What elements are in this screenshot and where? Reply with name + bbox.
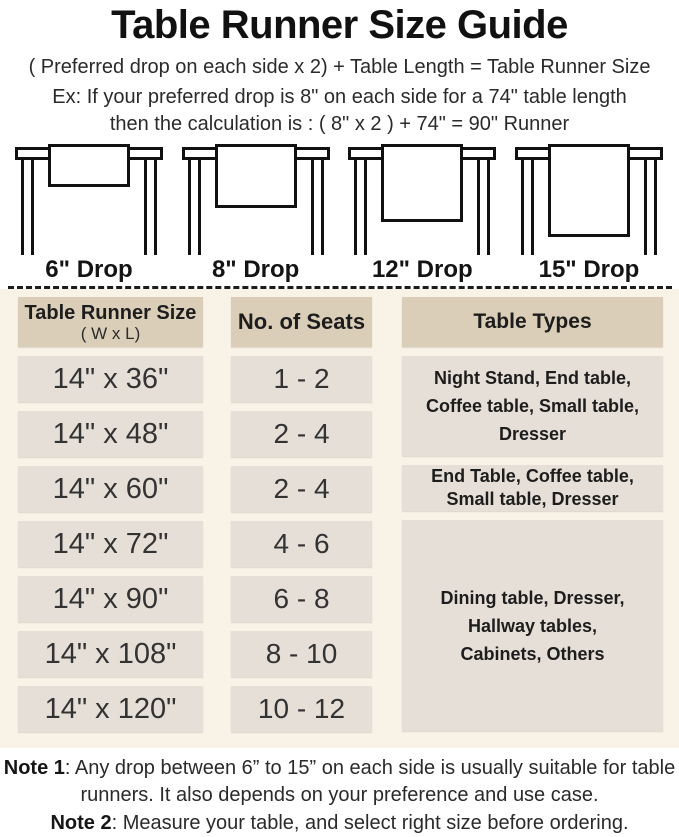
column-table-types (402, 297, 663, 731)
table-illustration (180, 142, 332, 256)
size-cell: 14" x 36" (18, 356, 203, 402)
table-illustration (513, 142, 665, 256)
table-types-cell-large: Dining table, Dresser, Hallway tables, Cabinets, Others (402, 520, 663, 731)
header (0, 0, 679, 137)
size-cell: 14" x 108" (18, 631, 203, 677)
note-2-text: : Measure your table, and select right size before ordering. (111, 812, 629, 834)
note-1-label: Note 1 (3, 757, 65, 779)
size-cell: 14" x 90" (18, 576, 203, 622)
seats-cell: 1 - 2 (231, 356, 372, 402)
column-header-seats: No. of Seats (231, 297, 372, 347)
column-header-size-title: Table Runner Size (24, 301, 197, 324)
runner-drape (216, 146, 295, 207)
drop-figure-12 (346, 142, 498, 283)
drop-figure-6 (13, 142, 165, 283)
runner-drape (383, 146, 462, 221)
drop-label: 15" Drop (538, 256, 640, 283)
note-2 (0, 810, 679, 837)
runner-drape (549, 146, 628, 236)
drop-figures-row (0, 138, 679, 283)
seats-cell: 4 - 6 (231, 521, 372, 567)
table-types-cell-medium: End Table, Coffee table, Small table, Dresser (402, 465, 663, 511)
example-line-1: Ex: If your preferred drop is 8" on each side for a 74" table length (52, 86, 627, 108)
note-2-label: Note 2 (50, 812, 112, 834)
drop-label: 12" Drop (371, 256, 473, 283)
table-illustration (346, 142, 498, 256)
note-1 (0, 755, 679, 809)
column-header-types: Table Types (402, 297, 663, 347)
drop-label: 8" Drop (211, 256, 300, 283)
size-cell: 14" x 60" (18, 466, 203, 512)
seats-cell: 8 - 10 (231, 631, 372, 677)
page-title: Table Runner Size Guide (111, 3, 568, 47)
column-header-size-subtitle: ( W x L) (80, 323, 141, 343)
seats-cell: 2 - 4 (231, 411, 372, 457)
table-illustration (13, 142, 165, 256)
example-line-2: then the calculation is : ( 8" x 2 ) + 74" = 90" Runner (109, 113, 570, 135)
size-cell: 14" x 120" (18, 686, 203, 732)
drop-figure-15 (513, 142, 665, 283)
size-guide-table (0, 289, 679, 748)
seats-cell: 2 - 4 (231, 466, 372, 512)
column-header-size (18, 297, 203, 347)
notes-section (0, 748, 679, 837)
size-cell: 14" x 48" (18, 411, 203, 457)
drop-figure-8 (180, 142, 332, 283)
column-runner-size (18, 297, 203, 732)
formula-line: ( Preferred drop on each side x 2) + Table Length = Table Runner Size (28, 56, 651, 78)
seats-cell: 10 - 12 (231, 686, 372, 732)
table-types-cell-small: Night Stand, End table, Coffee table, Small table, Dresser (402, 356, 663, 456)
size-cell: 14" x 72" (18, 521, 203, 567)
note-1-text: : Any drop between 6” to 15” on each side is usually suitable for table runners. It also depends on your preference and use case. (64, 757, 676, 806)
drop-label: 6" Drop (45, 256, 133, 283)
seats-cell: 6 - 8 (231, 576, 372, 622)
column-seats (231, 297, 372, 732)
runner-drape (50, 146, 129, 186)
